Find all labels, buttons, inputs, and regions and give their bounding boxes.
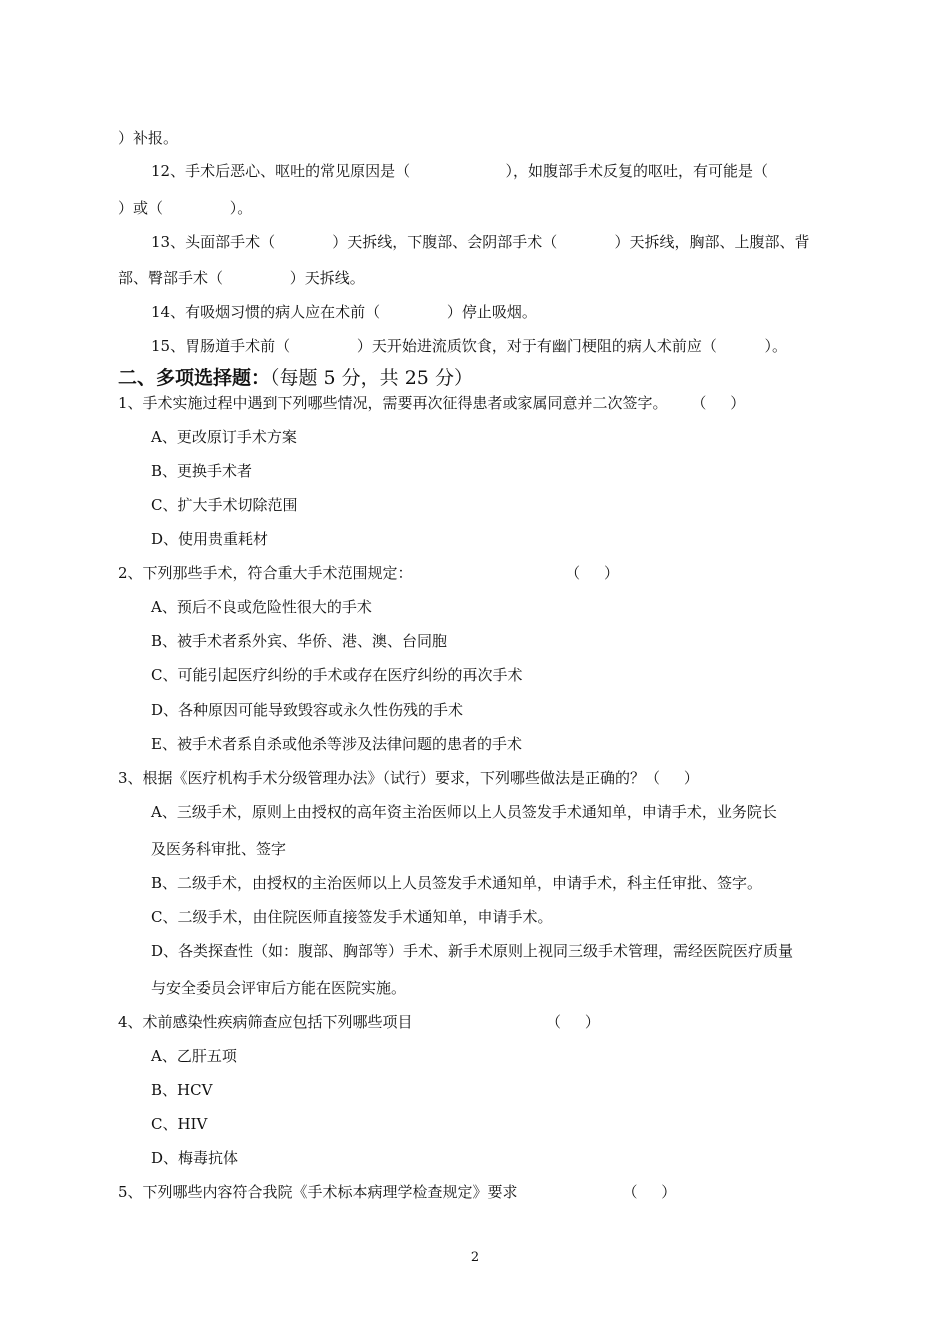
option-d: D、梅毒抗体: [151, 1149, 239, 1167]
question-3: 3、根据《医疗机构手术分级管理办法》（试行）要求，下列哪些做法是正确的？（ ）: [118, 769, 699, 787]
section-title: 二、多项选择题：: [118, 367, 271, 389]
option-a: A、乙肝五项: [151, 1047, 237, 1065]
question-5: 5、下列哪些内容符合我院《手术标本病理学检查规定》要求 （ ）: [118, 1183, 677, 1201]
section-heading: [118, 366, 473, 390]
option-d: D、各种原因可能导致毁容或永久性伤残的手术: [151, 701, 464, 719]
page-number: 2: [470, 1250, 480, 1265]
fill-blank-line: ）补报。: [118, 129, 179, 147]
option-a: A、预后不良或危险性很大的手术: [151, 598, 372, 616]
option-a: A、三级手术，原则上由授权的高年资主治医师以上人员签发手术通知单，申请手术，业务院长: [151, 803, 777, 821]
fill-blank-line: ）或（ ）。: [118, 199, 253, 217]
option-b: B、HCV: [151, 1081, 213, 1099]
option-a: A、更改原订手术方案: [151, 428, 297, 446]
option-d: D、各类探查性（如：腹部、胸部等）手术、新手术原则上视同三级手术管理，需经医院医疗质量: [151, 942, 794, 960]
option-c: C、扩大手术切除范围: [151, 496, 298, 514]
fill-blank-question-12: 12、手术后恶心、呕吐的常见原因是（ ），如腹部手术反复的呕吐，有可能是（: [151, 162, 768, 180]
option-b: B、被手术者系外宾、华侨、港、澳、台同胞: [151, 632, 448, 650]
option-c: C、可能引起医疗纠纷的手术或存在医疗纠纷的再次手术: [151, 666, 523, 684]
option-c: C、HIV: [151, 1115, 208, 1133]
option-a-continued: 及医务科审批、签字: [151, 840, 287, 858]
fill-blank-line: 部、臀部手术（ ）天拆线。: [118, 269, 365, 287]
option-b: B、更换手术者: [151, 462, 253, 480]
option-c: C、二级手术，由住院医师直接签发手术通知单，申请手术。: [151, 908, 553, 926]
option-e: E、被手术者系自杀或他杀等涉及法律问题的患者的手术: [151, 735, 522, 753]
option-b: B、二级手术，由授权的主治医师以上人员签发手术通知单，申请手术，科主任审批、签字。: [151, 874, 763, 892]
option-d: D、使用贵重耗材: [151, 530, 269, 548]
question-1: 1、手术实施过程中遇到下列哪些情况，需要再次征得患者或家属同意并二次签字。 （ ）: [118, 394, 746, 412]
fill-blank-question-15: 15、胃肠道手术前（ ）天开始进流质饮食，对于有幽门梗阻的病人术前应（ ）。: [151, 337, 788, 355]
question-4: 4、术前感染性疾病筛查应包括下列哪些项目 （ ）: [118, 1013, 600, 1031]
question-2: 2、下列那些手术，符合重大手术范围规定： （ ）: [118, 564, 619, 582]
section-scoring-note: （每题 5 分，共 25 分）: [270, 367, 473, 389]
fill-blank-question-13: 13、头面部手术（ ）天拆线，下腹部、会阴部手术（ ）天拆线，胸部、上腹部、背: [151, 233, 810, 251]
option-d-continued: 与安全委员会评审后方能在医院实施。: [151, 979, 407, 997]
fill-blank-question-14: 14、有吸烟习惯的病人应在术前（ ）停止吸烟。: [151, 303, 537, 321]
